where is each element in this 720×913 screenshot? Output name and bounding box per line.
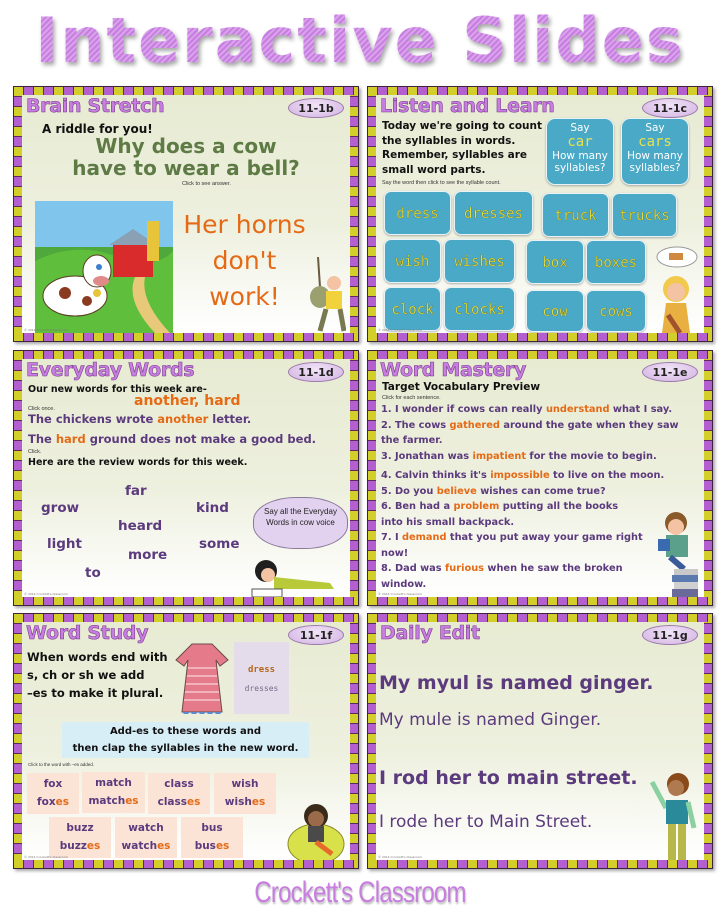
slide-everyday-words[interactable] bbox=[13, 350, 359, 606]
tile-cows[interactable]: cows bbox=[586, 290, 646, 332]
review-word: to bbox=[85, 565, 101, 581]
boy-plant-icon bbox=[306, 257, 346, 333]
slide-title: Daily Edit bbox=[380, 622, 480, 644]
vocab-sentence[interactable]: 7. I demand that you put away your game right now! bbox=[381, 532, 643, 559]
rule-line1: When words end with bbox=[27, 650, 168, 664]
new-words: another, hard bbox=[134, 393, 241, 409]
tile-wish[interactable]: wish bbox=[384, 239, 441, 283]
slide-title: Listen and Learn bbox=[380, 95, 555, 117]
click-instruction[interactable]: Click to see answer. bbox=[182, 181, 231, 187]
tile-boxes[interactable]: boxes bbox=[586, 240, 646, 284]
vocab-sentence[interactable]: 8. Dad was furious when he saw the broken window. bbox=[381, 563, 623, 590]
slide-daily-edit[interactable] bbox=[367, 613, 713, 869]
girl-thinking-icon bbox=[652, 245, 702, 333]
corrected-sentence-2[interactable]: I rode her to Main Street. bbox=[379, 812, 593, 832]
slide-title: Word Study bbox=[26, 622, 149, 644]
vocab-sentence[interactable]: 6. Ben had a problem putting all the books into his small backpack. bbox=[381, 501, 619, 528]
rule-line2: s, ch or sh we add bbox=[27, 668, 145, 682]
copyright: © 2014 Crockett's Classroom bbox=[378, 855, 423, 859]
answer-line1: Her horns bbox=[183, 210, 306, 239]
copyright: © 2014 Crockett's Classroom bbox=[24, 592, 69, 596]
boy-reading-books-icon bbox=[650, 509, 700, 597]
review-word: far bbox=[125, 483, 147, 499]
dress-icon bbox=[174, 642, 230, 714]
cow-barn-image bbox=[35, 201, 173, 333]
copyright: © 2014 Crockett's Classroom bbox=[378, 328, 423, 332]
girl-beanbag-icon bbox=[286, 800, 346, 860]
plural-card[interactable]: fox foxes bbox=[27, 773, 79, 814]
review-word: grow bbox=[41, 500, 80, 516]
tile-box[interactable]: box bbox=[526, 240, 584, 284]
tile-clocks[interactable]: clocks bbox=[444, 287, 515, 331]
slide-listen-and-learn[interactable] bbox=[367, 86, 713, 342]
intro-line3: Remember, syllables are bbox=[382, 149, 528, 161]
say-label: Say bbox=[570, 122, 590, 134]
slide-badge: 11-1e bbox=[642, 362, 698, 382]
example-box bbox=[234, 642, 289, 714]
tile-dresses[interactable]: dresses bbox=[454, 191, 533, 235]
slide-badge: 11-1f bbox=[288, 625, 344, 645]
highlight-word: hard bbox=[55, 432, 86, 446]
corrected-sentence-1[interactable]: My mule is named Ginger. bbox=[379, 710, 602, 730]
copyright: © 2014 Crockett's Classroom bbox=[24, 855, 69, 859]
copyright: © 2014 Crockett's Classroom bbox=[24, 328, 69, 332]
plural-card[interactable]: match matches bbox=[82, 772, 145, 813]
incorrect-sentence-1: My myul is named ginger. bbox=[379, 672, 654, 694]
slide-title: Brain Stretch bbox=[26, 95, 165, 117]
plural-card[interactable]: watch watches bbox=[115, 817, 177, 858]
incorrect-sentence-2: I rod her to main street. bbox=[379, 767, 638, 789]
cow-barn-icon bbox=[35, 201, 173, 333]
say-label: Say bbox=[645, 122, 665, 134]
example-word: dress bbox=[247, 665, 276, 675]
say-box-cars[interactable] bbox=[621, 118, 689, 185]
vocab-sentence[interactable]: 5. Do you believe wishes can come true? bbox=[381, 485, 606, 497]
vocab-sentence[interactable]: 2. The cows gathered around the gate when they saw the farmer. bbox=[381, 419, 679, 446]
tile-clock[interactable]: clock bbox=[384, 287, 441, 331]
click-instruction[interactable]: Click to the word with –es added. bbox=[28, 762, 95, 767]
tile-dress[interactable]: dress bbox=[384, 191, 451, 235]
task-line2: then clap the syllables in the new word. bbox=[72, 743, 299, 754]
brand-footer: Crockett's Classroom bbox=[254, 876, 466, 909]
rule-line3: –es to make it plural. bbox=[27, 686, 164, 700]
tile-wishes[interactable]: wishes bbox=[444, 239, 515, 283]
tile-trucks[interactable]: trucks bbox=[612, 193, 677, 237]
click-instruction[interactable]: Click. bbox=[28, 449, 42, 455]
plural-card[interactable]: wish wishes bbox=[214, 773, 276, 814]
plural-card[interactable]: buzz buzzes bbox=[49, 817, 111, 858]
plural-card[interactable]: class classes bbox=[148, 773, 210, 814]
slide-badge: 11-1d bbox=[288, 362, 344, 382]
tile-truck[interactable]: truck bbox=[542, 193, 609, 237]
say-prompt: syllables? bbox=[554, 162, 606, 174]
click-instruction[interactable]: Click for each sentence. bbox=[382, 395, 441, 401]
slide-brain-stretch[interactable] bbox=[13, 86, 359, 342]
sentence-2: The hard ground does not make a good bed. bbox=[28, 432, 317, 446]
say-prompt: How many bbox=[552, 150, 608, 162]
say-word: car bbox=[567, 134, 593, 150]
vocab-sentence[interactable]: 4. Calvin thinks it's impossible to live on the moon. bbox=[381, 470, 665, 481]
child-reading-icon bbox=[250, 555, 338, 597]
highlight-word: another bbox=[157, 412, 209, 426]
subtitle: Target Vocabulary Preview bbox=[382, 381, 541, 393]
riddle-question-line1: Why does a cow bbox=[95, 134, 277, 158]
say-box-car[interactable] bbox=[546, 118, 614, 185]
say-prompt: How many bbox=[627, 150, 683, 162]
review-intro: Here are the review words for this week. bbox=[28, 457, 248, 468]
vocab-sentence[interactable]: 1. I wonder if cows can really understand what I say. bbox=[381, 404, 673, 415]
intro-line4: small word parts. bbox=[382, 163, 486, 176]
speech-bubble: Say all the Everyday Words in cow voice bbox=[253, 497, 348, 549]
answer-line3: work! bbox=[209, 282, 280, 311]
slide-word-mastery[interactable] bbox=[367, 350, 713, 606]
slide-title: Word Mastery bbox=[380, 359, 527, 381]
slide-word-study[interactable] bbox=[13, 613, 359, 869]
slide-badge: 11-1g bbox=[642, 625, 698, 645]
review-word: some bbox=[199, 536, 240, 552]
say-prompt: syllables? bbox=[629, 162, 681, 174]
review-word: heard bbox=[118, 518, 163, 534]
copyright: © 2014 Crockett's Classroom bbox=[378, 592, 423, 596]
review-word: kind bbox=[196, 500, 229, 516]
answer-line2: don't bbox=[212, 246, 277, 275]
task-box bbox=[62, 722, 309, 758]
boy-writing-icon bbox=[648, 772, 698, 860]
slide-badge: 11-1b bbox=[288, 98, 344, 118]
syllable-instruction: Say the word then click to see the syllable count. bbox=[382, 180, 501, 186]
page-title: Interactive Slides bbox=[35, 4, 685, 77]
say-word: cars bbox=[638, 134, 672, 150]
riddle-question-line2: have to wear a bell? bbox=[72, 156, 300, 180]
task-line1: Add-es to these words and bbox=[109, 726, 262, 737]
click-once-instruction[interactable]: Click once. bbox=[28, 406, 55, 412]
new-words-intro: Our new words for this week are- bbox=[28, 384, 207, 395]
slide-badge: 11-1c bbox=[642, 98, 698, 118]
sentence-1: The chickens wrote another letter. bbox=[28, 412, 252, 426]
intro-line1: Today we're going to count bbox=[382, 120, 543, 132]
plural-card[interactable]: bus buses bbox=[181, 817, 243, 858]
review-word: more bbox=[128, 547, 168, 563]
example-plural: dresses bbox=[244, 684, 279, 693]
vocab-sentence[interactable]: 3. Jonathan was impatient for the movie to begin. bbox=[381, 450, 657, 462]
riddle-intro: A riddle for you! bbox=[42, 122, 153, 136]
review-word: light bbox=[47, 536, 82, 552]
slide-title: Everyday Words bbox=[26, 359, 195, 381]
intro-line2: the syllables in words. bbox=[382, 134, 516, 147]
tile-cow[interactable]: cow bbox=[526, 290, 584, 332]
